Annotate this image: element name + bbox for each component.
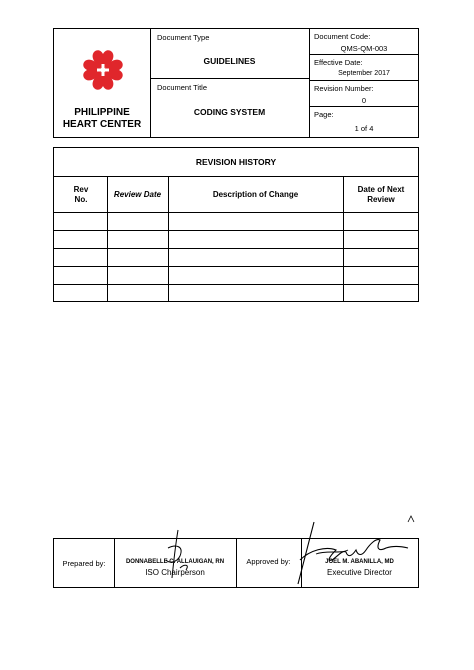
doc-title-label: Document Title <box>157 83 208 92</box>
doc-type-label: Document Type <box>157 33 210 42</box>
effective-date-label: Effective Date: <box>314 58 363 67</box>
revision-history-table <box>53 147 419 302</box>
doc-code-value: QMS-QM-003 <box>340 44 388 53</box>
header-divider <box>309 106 419 107</box>
revision-number-label: Revision Number: <box>314 84 374 93</box>
header-divider <box>150 29 151 137</box>
col-review-date: Review Date <box>113 190 162 199</box>
header-divider <box>309 54 419 55</box>
org-name-line1: PHILIPPINE <box>74 107 130 118</box>
org-name-line2: HEART CENTER <box>62 119 142 130</box>
org-name <box>54 107 150 131</box>
page-label: Page: <box>314 110 334 119</box>
approved-by-label: Approved by: <box>246 557 291 566</box>
col-next-review: Date of Next Review <box>357 185 405 204</box>
document-header <box>53 28 419 138</box>
prepared-by-name: DONNABELLE C. ALLAUIGAN, RN <box>125 559 225 565</box>
approved-by-role: Executive Director <box>327 568 392 577</box>
heart-clover-logo-icon <box>80 47 126 93</box>
col-rev-no: Rev No. <box>73 185 89 204</box>
page-value: 1 of 4 <box>354 124 374 133</box>
revision-history-title: REVISION HISTORY <box>195 157 277 167</box>
doc-title-value: CODING SYSTEM <box>193 107 266 117</box>
revision-number-value: 0 <box>361 96 367 105</box>
doc-code-label: Document Code: <box>314 32 371 41</box>
header-divider <box>309 80 419 81</box>
approved-by-name: JOEL M. ABANILLA, MD <box>325 559 394 565</box>
prepared-by-label: Prepared by: <box>62 559 106 568</box>
col-description: Description of Change <box>212 190 299 199</box>
doc-type-value: GUIDELINES <box>203 56 256 66</box>
approved-signature-icon <box>296 520 411 588</box>
header-divider <box>150 78 309 79</box>
prepared-signature-icon <box>150 528 200 583</box>
effective-date-value: September 2017 <box>338 70 390 77</box>
prepared-by-role: ISO Chairperson <box>145 568 205 577</box>
